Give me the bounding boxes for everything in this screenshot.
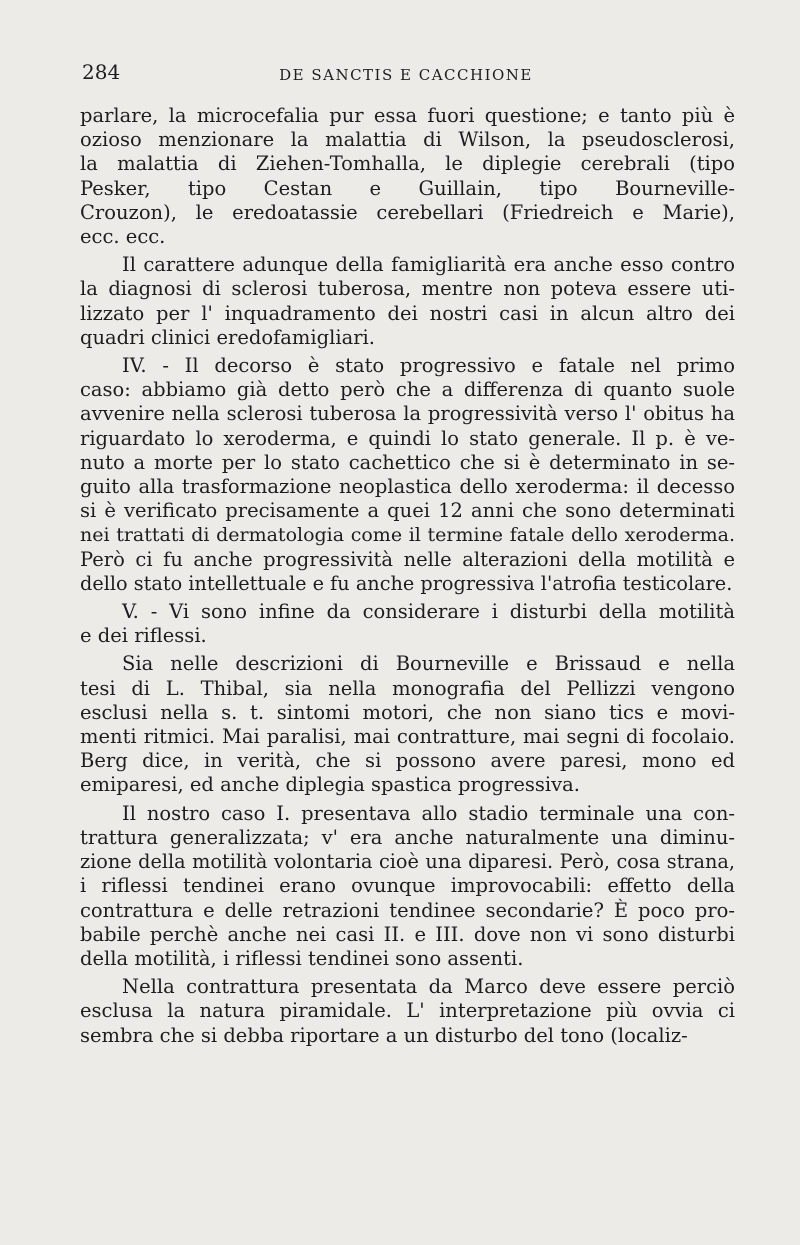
text-line: Il nostro caso I. presentava allo stadio terminale una con- xyxy=(122,801,735,825)
text-line: nei trattati di dermatologia come il termine fatale dello xeroderma. xyxy=(80,524,735,547)
text-line: si è verificato precisamente a quei 12 anni che sono determinati xyxy=(80,499,735,523)
text-line: Crouzon), le eredoatassie cerebellari (Friedreich e Marie), xyxy=(80,200,735,224)
text-line: IV. - Il decorso è stato progressivo e fatale nel primo xyxy=(122,354,735,378)
paragraph xyxy=(80,652,735,797)
paragraph xyxy=(80,354,735,596)
text-line: V. - Vi sono infine da considerare i disturbi della motilità xyxy=(122,600,735,624)
text-line: della motilità, i riflessi tendinei sono assenti. xyxy=(80,946,524,970)
text-line: esclusi nella s. t. sintomi motori, che non siano tics e movi- xyxy=(80,700,735,724)
text-line: Però ci fu anche progressività nelle alterazioni della motilità e xyxy=(80,547,735,571)
text-line: ozioso menzionare la malattia di Wilson, la pseudosclerosi, xyxy=(80,128,735,152)
text-line: sembra che si debba riportare a un disturbo del tono (localiz- xyxy=(80,1023,688,1047)
text-line: ecc. ecc. xyxy=(80,225,166,249)
text-line: zione della motilità volontaria cioè una diparesi. Però, cosa strana, xyxy=(80,850,735,874)
text-line: Il carattere adunque della famigliarità era anche esso contro xyxy=(122,253,735,277)
text-line: lizzato per l' inquadramento dei nostri casi in alcun altro dei xyxy=(80,301,735,325)
paragraph xyxy=(80,104,735,249)
body-text xyxy=(80,104,735,1048)
text-line: trattura generalizzata; v' era anche naturalmente una diminu- xyxy=(80,825,735,849)
text-line: contrattura e delle retrazioni tendinee secondarie? È poco pro- xyxy=(80,898,735,922)
text-line: parlare, la microcefalia pur essa fuori questione; e tanto più è xyxy=(80,104,735,127)
text-line: Nella contrattura presentata da Marco deve essere perciò xyxy=(122,975,735,999)
paragraph xyxy=(80,975,735,1048)
text-line: Sia nelle descrizioni di Bourneville e Brissaud e nella xyxy=(122,652,735,676)
text-line: la malattia di Ziehen-Tomhalla, le diplegie cerebrali (tipo xyxy=(80,152,735,176)
text-line: esclusa la natura piramidale. L' interpretazione più ovvia ci xyxy=(80,999,735,1023)
page-header xyxy=(82,58,730,84)
text-line: riguardato lo xeroderma, e quindi lo stato generale. Il p. è ve- xyxy=(80,426,735,450)
text-line: avvenire nella sclerosi tuberosa la progressività verso l' obitus ha xyxy=(80,402,735,426)
text-line: e dei riflessi. xyxy=(80,624,207,648)
text-line: emiparesi, ed anche diplegia spastica progressiva. xyxy=(80,773,580,797)
running-head: DE SANCTIS E CACCHIONE xyxy=(279,66,533,84)
text-line: dello stato intellettuale e fu anche progressiva l'atrofia testicolare. xyxy=(80,571,733,595)
paragraph xyxy=(80,253,735,350)
text-line: menti ritmici. Mai paralisi, mai contratture, mai segni di focolaio. xyxy=(80,725,735,749)
text-line: i riflessi tendinei erano ovunque improvocabili: effetto della xyxy=(80,874,735,898)
paragraph xyxy=(80,802,735,971)
text-line: nuto a morte per lo stato cachettico che si è determinato in se- xyxy=(80,450,735,474)
page-number: 284 xyxy=(82,60,121,84)
text-line: guito alla trasformazione neoplastica dello xeroderma: il decesso xyxy=(80,475,735,499)
text-line: babile perchè anche nei casi II. e III. dove non vi sono disturbi xyxy=(80,922,735,946)
text-line: quadri clinici eredofamigliari. xyxy=(80,325,375,349)
text-line: la diagnosi di sclerosi tuberosa, mentre non poteva essere uti- xyxy=(80,277,735,301)
text-line: caso: abbiamo già detto però che a differenza di quanto suole xyxy=(80,378,735,402)
text-line: Berg dice, in verità, che si possono avere paresi, mono ed xyxy=(80,749,735,773)
paragraph xyxy=(80,600,735,648)
text-line: Pesker, tipo Cestan e Guillain, tipo Bourneville- xyxy=(80,176,735,200)
text-line: tesi di L. Thibal, sia nella monografia del Pellizzi vengono xyxy=(80,676,735,700)
